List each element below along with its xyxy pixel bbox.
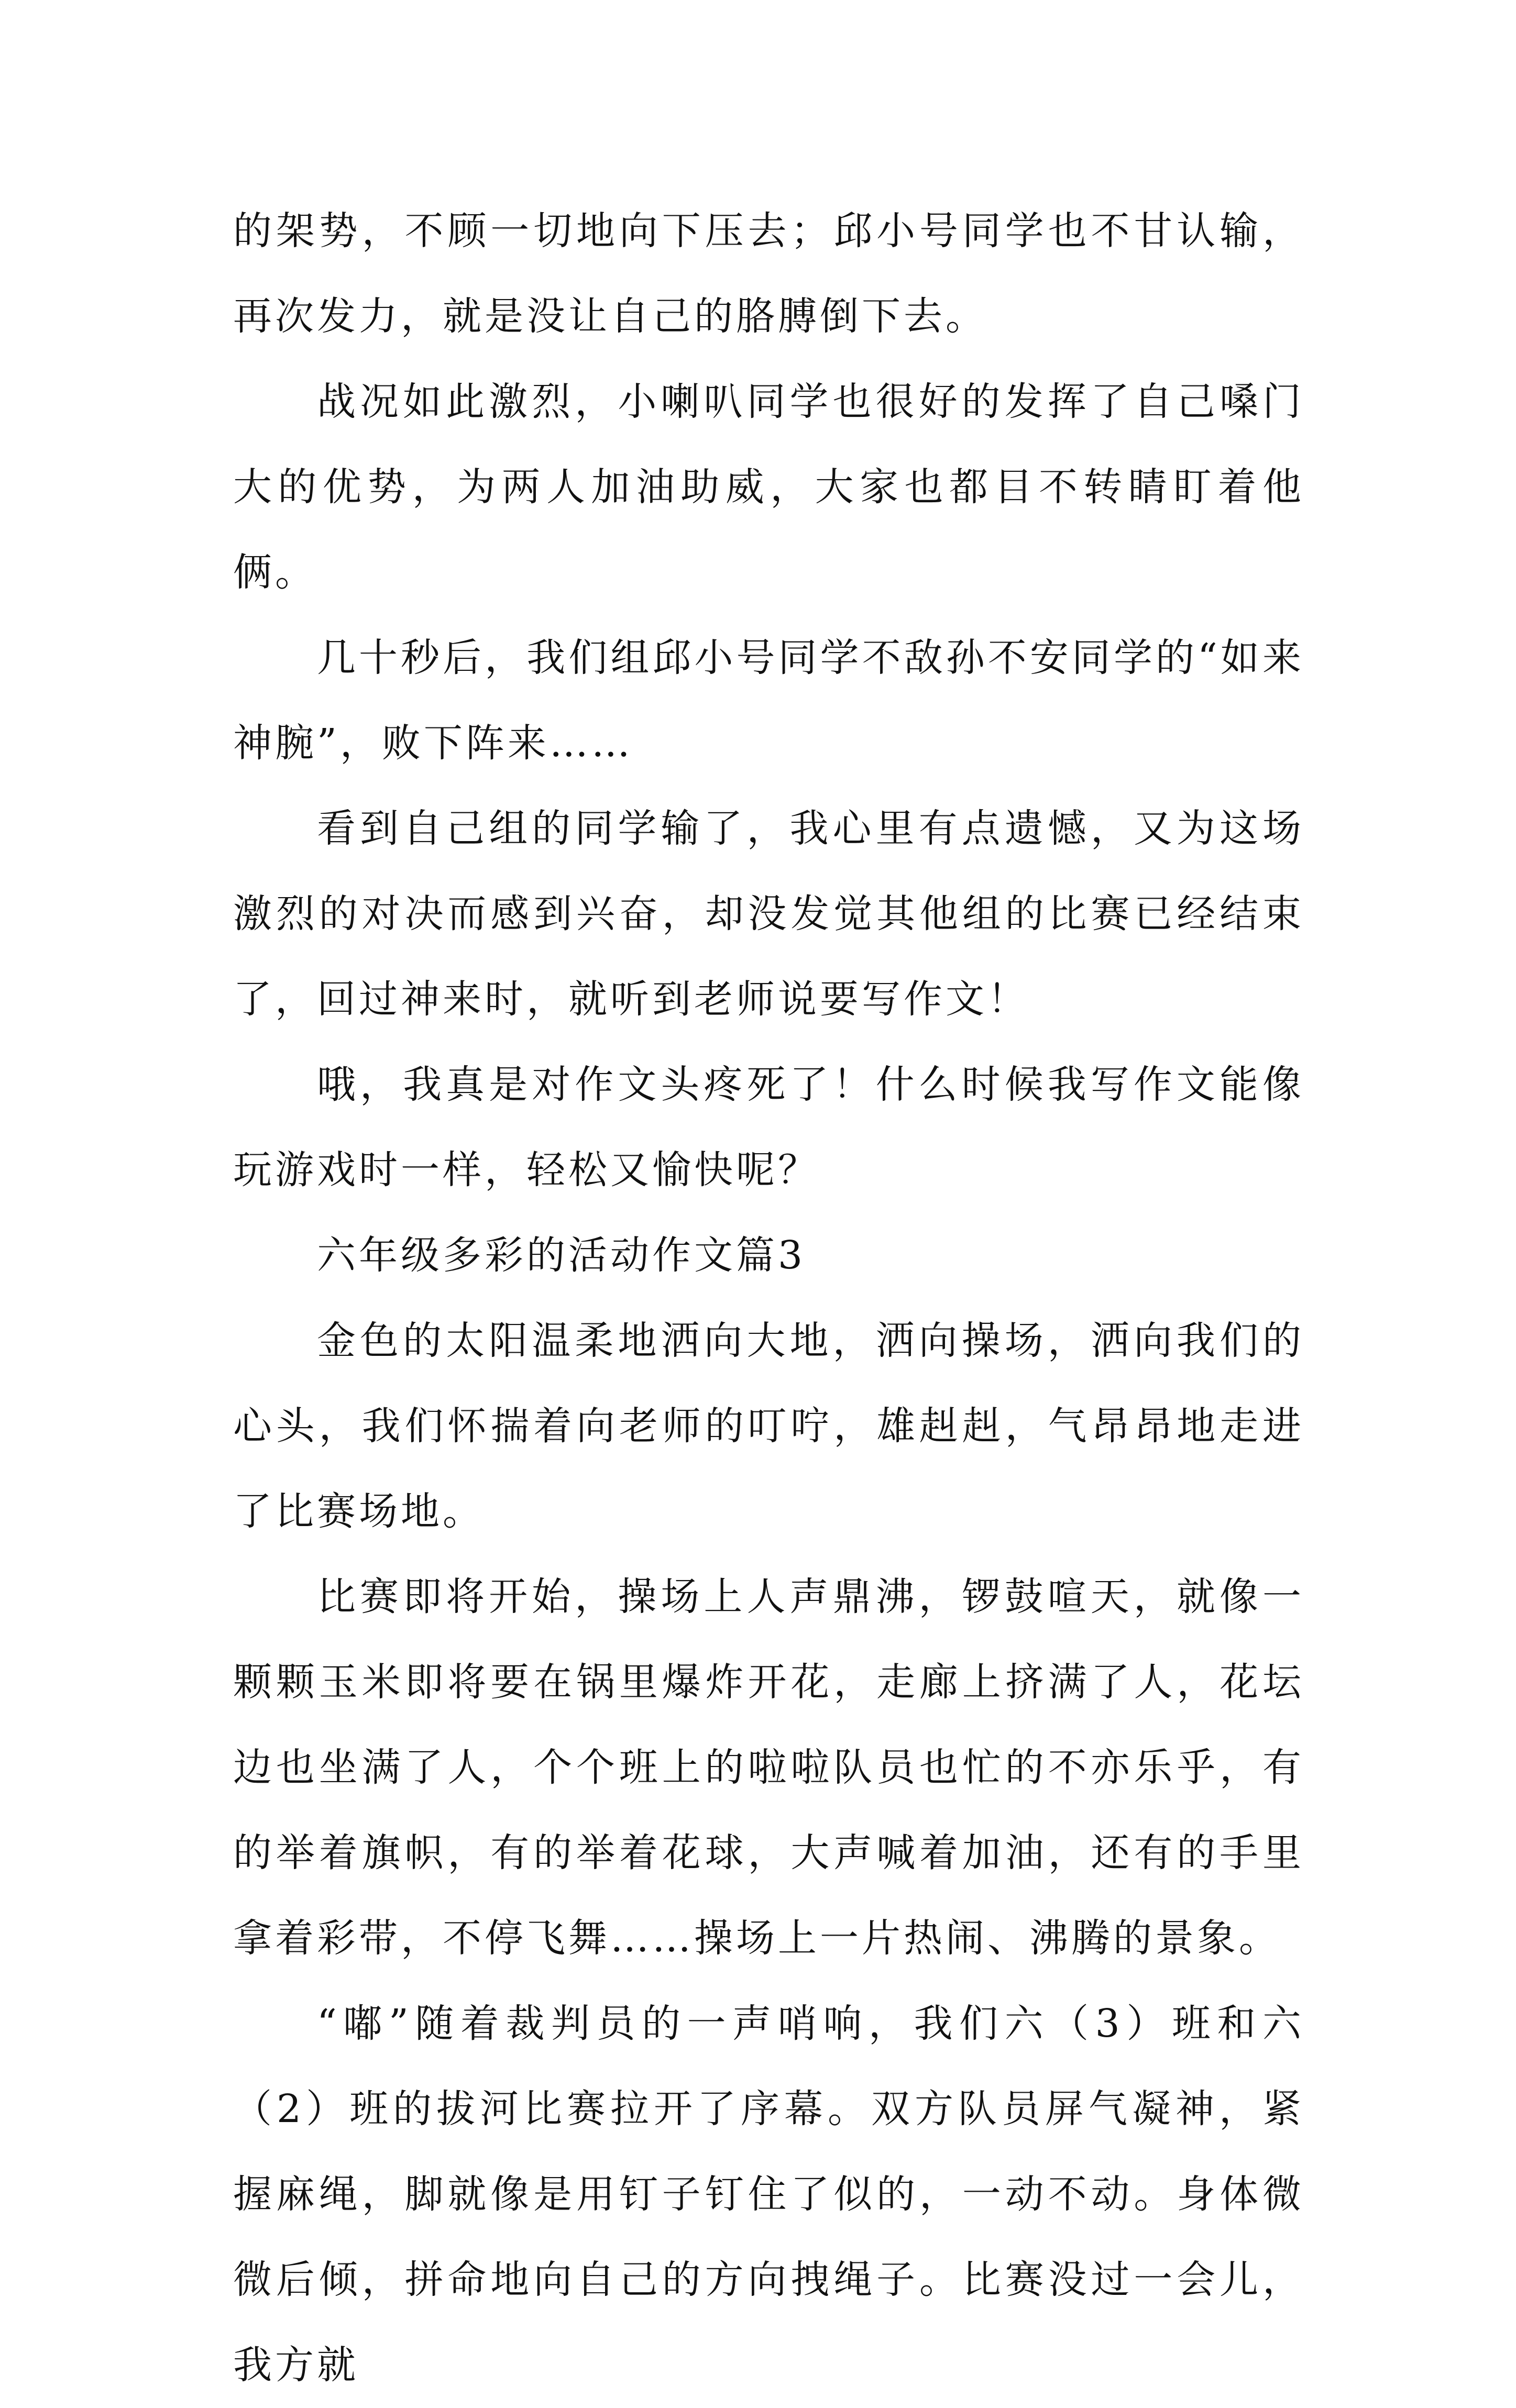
paragraph-6: 金色的太阳温柔地洒向大地，洒向操场，洒向我们的心头，我们怀揣着向老师的叮咛，雄赳赳，气昂昂地走进了比赛场地。 [233,1318,1304,1534]
body-text [233,189,1304,2408]
paragraph-2: 战况如此激烈，小喇叭同学也很好的发挥了自己嗓门大的优势，为两人加油助威，大家也都目不转睛盯着他俩。 [233,379,1304,595]
paragraph-8: “嘟”随着裁判员的一声哨响，我们六（3）班和六（2）班的拔河比赛拉开了序幕。双方队员屏气凝神，紧握麻绳，脚就像是用钉子钉住了似的，一动不动。身体微微后倾，拼命地向自己的方向拽绳子。比赛没过一会儿，我方就 [233,2001,1304,2388]
section-heading: 六年级多彩的活动作文篇3 [317,1233,806,1278]
paragraph-1: 的架势，不顾一切地向下压去；邱小号同学也不甘认输，再次发力，就是没让自己的胳膊倒下去。 [233,208,1304,339]
paragraph-3: 几十秒后，我们组邱小号同学不敌孙不安同学的“如来神腕”，败下阵来…… [233,635,1304,766]
paragraph-7: 比赛即将开始，操场上人声鼎沸，锣鼓喧天，就像一颗颗玉米即将要在锅里爆炸开花，走廊上挤满了人，花坛边也坐满了人，个个班上的啦啦队员也忙的不亦乐乎，有的举着旗帜，有的举着花球，大声喊着加油，还有的手里拿着彩带，不停飞舞……操场上一片热闹、沸腾的景象。 [233,1574,1304,1961]
paragraph-4: 看到自己组的同学输了，我心里有点遗憾，又为这场激烈的对决而感到兴奋，却没发觉其他组的比赛已经结束了，回过神来时，就听到老师说要写作文！ [233,806,1304,1022]
paragraph-5: 哦，我真是对作文头疼死了！什么时候我写作文能像玩游戏时一样，轻松又愉快呢？ [233,1062,1304,1192]
